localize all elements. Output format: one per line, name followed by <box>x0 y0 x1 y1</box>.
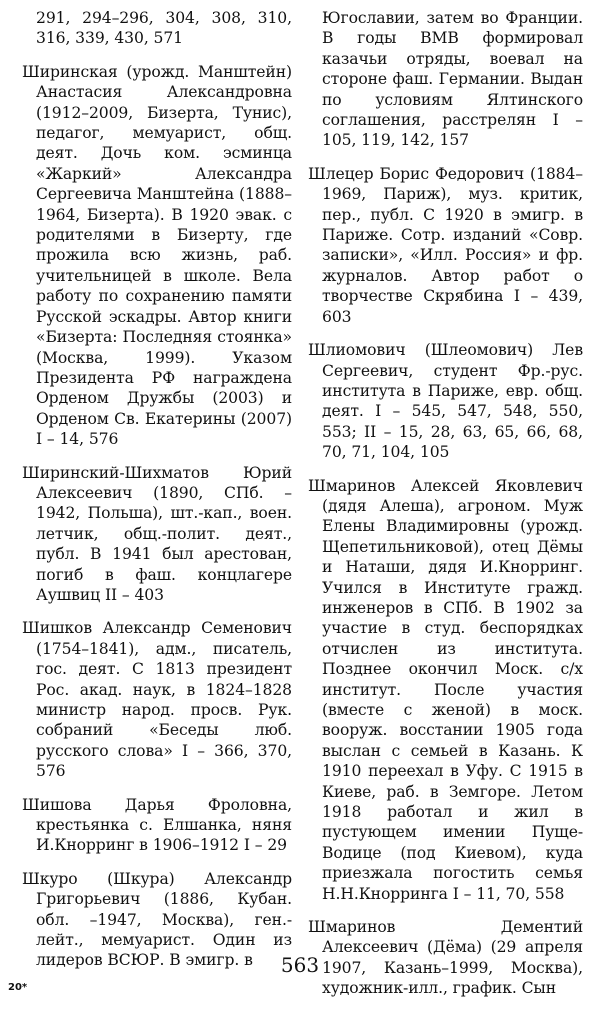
index-entry: Шмаринов Дементий Алексеевич (Дёма) (29 апреля 1907, Казань–1999, Москва), художник-илл., график. Сын <box>308 918 583 998</box>
index-entry: Ширинская (урожд. Манштейн) Анастасия Александровна (1912–2009, Бизерта, Тунис), педагог, мемуарист, общ. деят. Дочь ком. эсминца «Жаркий» Александра Сергеевича Манштейна (1888–1964, Бизерта). В 1920 эвак. с родителями в Бизерту, где прожила всю жизнь, раб. учительницей в школе. Вела работу по сохранению памяти Русской эскадры. Автор книги «Бизерта: Последняя стоянка» (Москва, 1999). Указом Президента РФ награждена Орденом Дружбы (2003) и Орденом Св. Екатерины (2007) I – 14, 576 <box>22 62 292 449</box>
left-column <box>22 8 292 984</box>
signature-mark: 20* <box>8 982 28 993</box>
index-entry: Шишова Дарья Фроловна, крестьянка с. Елшанка, няня И.Кнорринг в 1906–1912 I – 29 <box>22 795 292 855</box>
index-entry: Шлиомович (Шлеомович) Лев Сергеевич, студент Фр.-рус. института в Париже, евр. общ. деят. I – 545, 547, 548, 550, 553; II – 15, 28, 63, 65, 66, 68, 70, 71, 104, 105 <box>308 341 583 462</box>
index-entry: Шкуро (Шкура) Александр Григорьевич (1886, Кубан. обл. –1947, Москва), ген.-лейт., мемуарист. Один из лидеров ВСЮР. В эмигр. в <box>22 869 292 970</box>
index-entry: Югославии, затем во Франции. В годы ВМВ формировал казачьи отряды, воевал на стороне фаш. Германии. Выдан по условиям Ялтинского соглашения, расстрелян I – 105, 119, 142, 157 <box>322 9 583 150</box>
index-entry: Шишков Александр Семенович (1754–1841), адм., писатель, гос. деят. С 1813 президент Рос. акад. наук, в 1824–1828 министр народ. просв. Рук. собраний «Беседы люб. русского слова» I – 366, 370, 576 <box>22 619 292 781</box>
index-entry: Шлецер Борис Федорович (1884–1969, Париж), муз. критик, пер., публ. С 1920 в эмигр. в Париже. Сотр. изданий «Совр. записки», «Илл. Россия» и фр. журналов. Автор работ о творчестве Скрябина I – 439, 603 <box>308 164 583 326</box>
index-entry: 291, 294–296, 304, 308, 310, 316, 339, 430, 571 <box>36 9 292 48</box>
index-entry: Шмаринов Алексей Яковлевич (дядя Алеша), агроном. Муж Елены Владимировны (урожд. Щепетильниковой), отец Дёмы и Наташи, дядя И.Кнорринг. Учился в Институте гражд. инженеров в СПб. В 1902 за участие в студ. беспорядках отчислен из института. Позднее окончил Моск. с/х институт. После участия (вместе с женой) в моск. вооруж. восстании 1905 года выслан с семьей в Казань. К 1910 переехал в Уфу. С 1915 в Киеве, раб. в Земгоре. Летом 1918 работал и жил в пустующем имении Пуще-Водице (под Киевом), куда приезжала погостить семья Н.Н.Кнорринга I – 11, 70, 558 <box>308 476 583 903</box>
index-entry: Ширинский-Шихматов Юрий Алексеевич (1890, СПб. – 1942, Польша), шт.-кап., воен. летчик, общ.-полит. деят., публ. В 1941 был арестован, погиб в фаш. концлагере Аушвиц II – 403 <box>22 463 292 604</box>
page-number: 563 <box>280 953 320 977</box>
right-column <box>308 8 583 1012</box>
